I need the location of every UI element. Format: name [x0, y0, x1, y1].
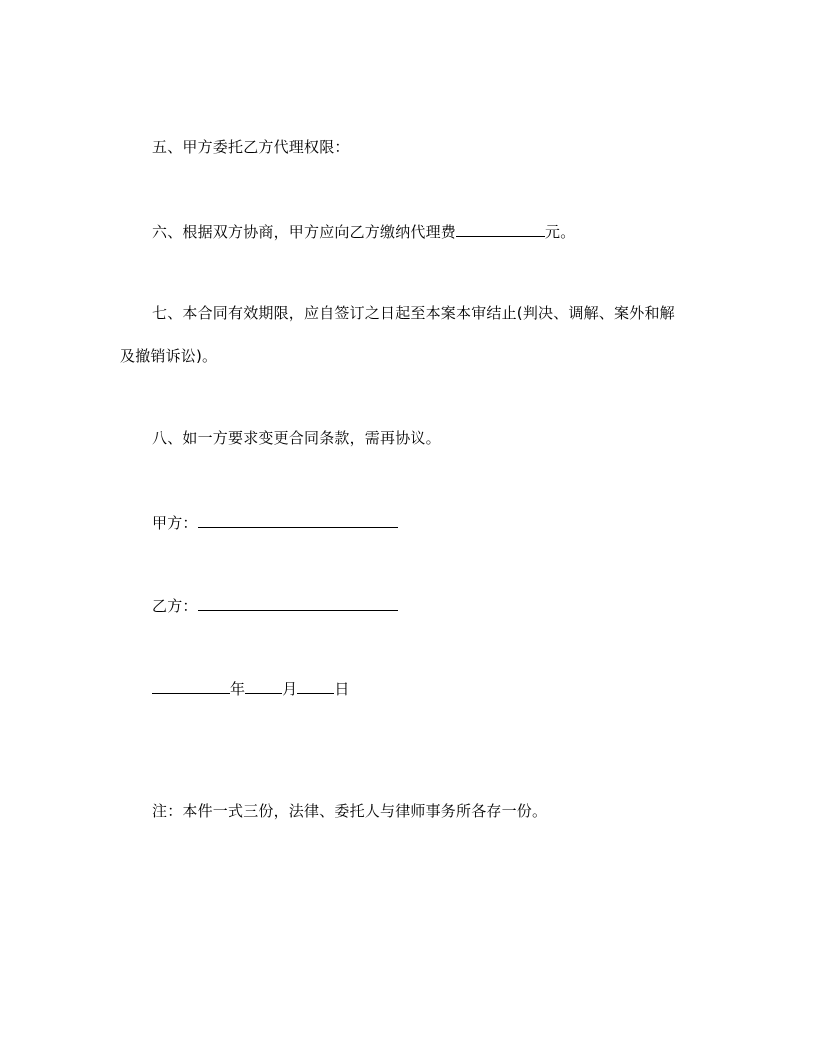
signing-date [152, 677, 350, 699]
month-label: 月 [282, 680, 298, 698]
day-blank [297, 677, 334, 694]
day-label: 日 [334, 680, 350, 698]
clause-seven-line-1: 七、本合同有效期限，应自签订之日起至本案本审结止(判决、调解、案外和解 [152, 304, 675, 322]
clause-five: 五、甲方委托乙方代理权限： [152, 138, 350, 156]
copies-note: 注：本件一式三份，法律、委托人与律师事务所各存一份。 [152, 802, 548, 820]
year-blank [152, 677, 230, 694]
fee-blank [456, 220, 545, 237]
party-a-blank [198, 511, 398, 528]
clause-six-unit: 元。 [545, 223, 576, 241]
party-b-blank [198, 594, 398, 611]
party-b-label: 乙方： [152, 597, 198, 615]
clause-six-text: 六、根据双方协商，甲方应向乙方缴纳代理费 [152, 223, 457, 241]
month-blank [245, 677, 282, 694]
party-b-signature [152, 594, 398, 616]
clause-six [152, 220, 575, 242]
clause-seven-line-2: 及撤销诉讼)。 [120, 347, 218, 365]
clause-eight: 八、如一方要求变更合同条款，需再协议。 [152, 429, 441, 447]
year-label: 年 [230, 680, 246, 698]
party-a-signature [152, 511, 398, 533]
party-a-label: 甲方： [152, 514, 198, 532]
